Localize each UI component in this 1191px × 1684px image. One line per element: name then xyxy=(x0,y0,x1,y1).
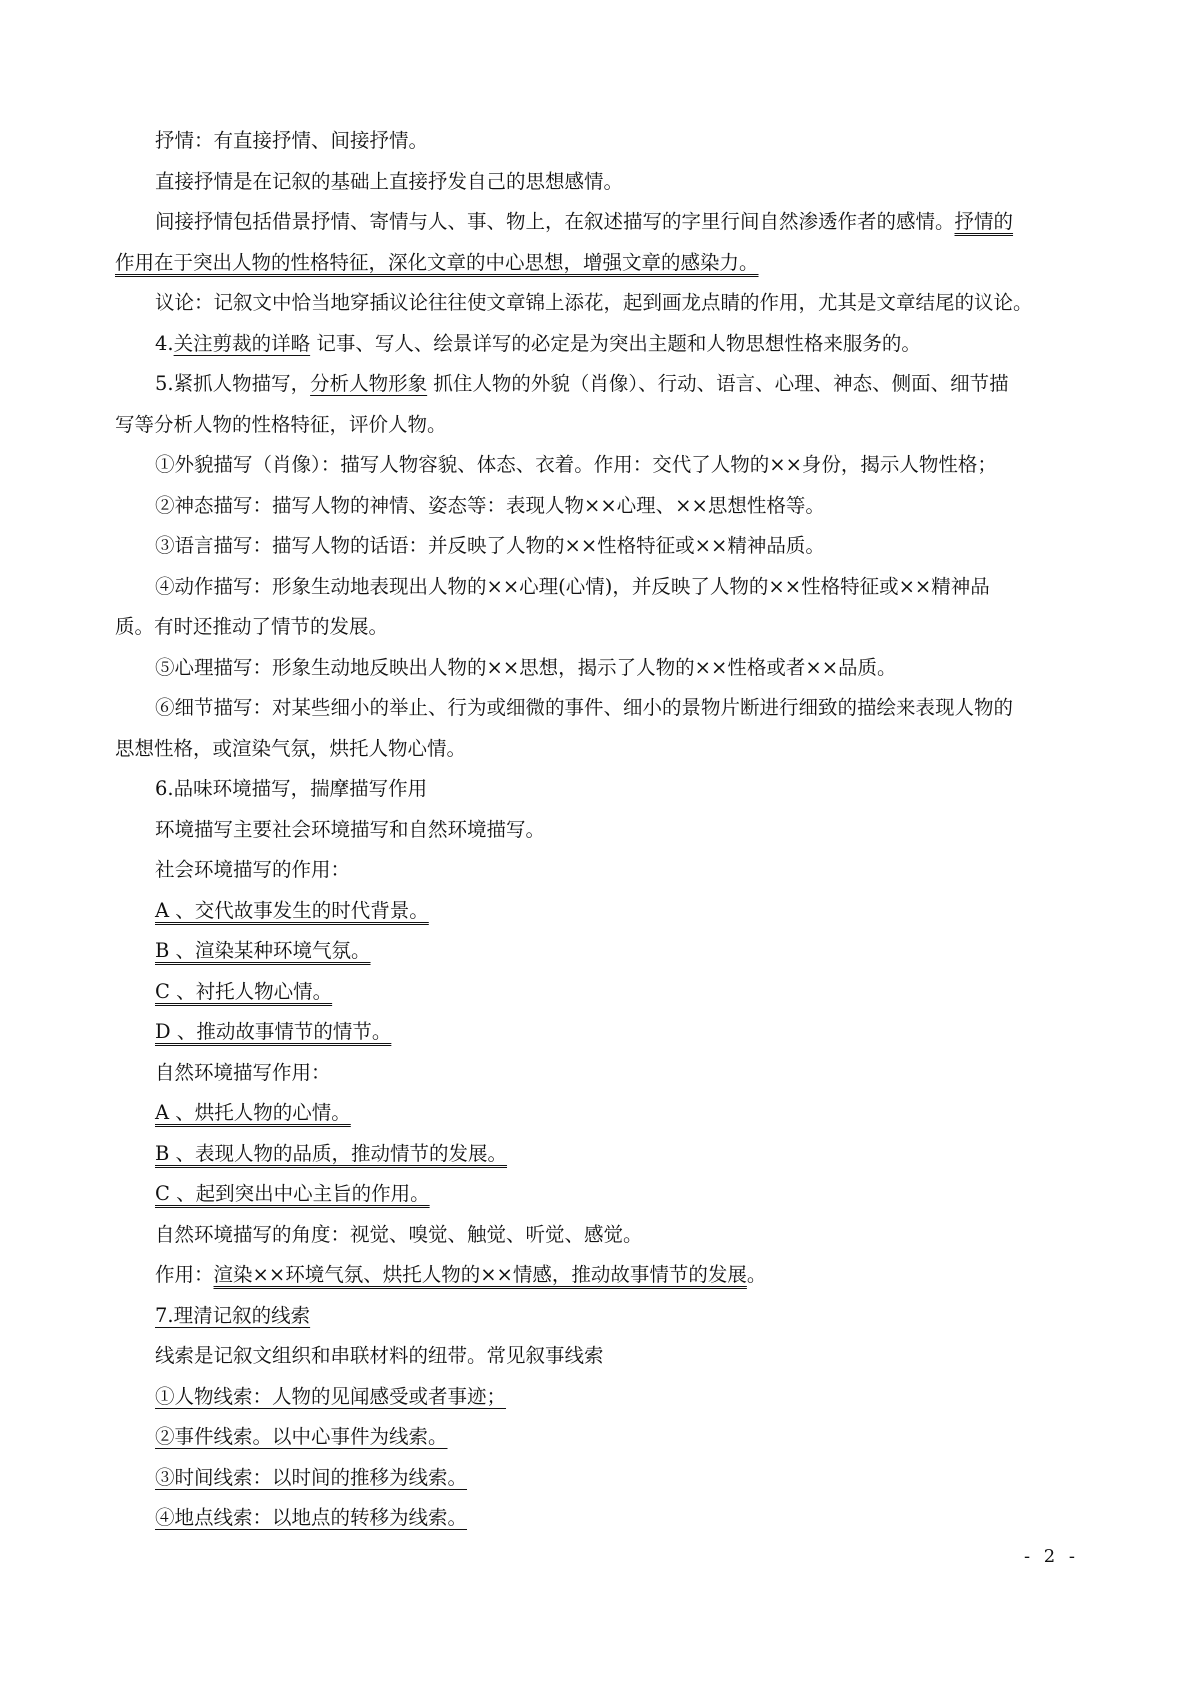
section-heading: 6.品味环境描写，揣摩描写作用 xyxy=(155,777,428,800)
underlined-text: ③时间线索：以时间的推移为线索。 xyxy=(155,1465,468,1489)
list-item xyxy=(115,1377,1077,1418)
list-item: ③语言描写：描写人物的话语：并反映了人物的××性格特征或××精神品质。 xyxy=(155,534,825,557)
underlined-text: ①人物线索：人物的见闻感受或者事迹； xyxy=(155,1384,507,1408)
underlined-text: 关注剪裁的详略 xyxy=(173,331,311,355)
underlined-text: C 、起到突出中心主旨的作用。 xyxy=(155,1182,430,1205)
list-item-continued: 质。有时还推动了情节的发展。 xyxy=(115,615,389,638)
underlined-text: 分析人物形象 xyxy=(310,372,428,395)
list-item xyxy=(115,891,1077,932)
underlined-text: ②事件线索。以中心事件为线索。 xyxy=(155,1425,448,1448)
list-item xyxy=(115,1134,1077,1175)
paragraph: 抒情：有直接抒情、间接抒情。 xyxy=(155,129,429,152)
underlined-text: 抒情的 xyxy=(954,210,1014,233)
section-heading xyxy=(115,1296,1077,1337)
paragraph: 环境描写主要社会环境描写和自然环境描写。 xyxy=(155,817,546,841)
text: 抓住人物的外貌（肖像）、行动、语言、心理、神态、侧面、细节描 xyxy=(427,372,1009,395)
paragraph: 线索是记叙文组织和串联材料的纽带。常见叙事线索 xyxy=(155,1344,604,1367)
underlined-text: B 、渲染某种环境气氛。 xyxy=(155,939,371,962)
underlined-text: D 、推动故事情节的情节。 xyxy=(155,1020,392,1043)
underlined-text: B 、表现人物的品质，推动情节的发展。 xyxy=(155,1141,508,1165)
list-item xyxy=(115,1498,1077,1539)
paragraph: 议论：记叙文中恰当地穿插议论往往使文章锦上添花，起到画龙点睛的作用，尤其是文章结尾的议论。 xyxy=(155,291,1033,314)
text: 记事、写人、绘景详写的必定是为突出主题和人物思想性格来服务的。 xyxy=(310,331,921,355)
underlined-text: A 、烘托人物的心情。 xyxy=(155,1101,351,1124)
section-heading xyxy=(115,324,1077,365)
list-item-continued: 思想性格，或渲染气氛，烘托人物心情。 xyxy=(115,736,467,760)
underlined-text: C 、衬托人物心情。 xyxy=(155,979,333,1003)
underlined-text: A 、交代故事发生的时代背景。 xyxy=(155,898,429,922)
page-number: - 2 - xyxy=(1023,1546,1079,1567)
underlined-text: 作用在于突出人物的性格特征，深化文章的中心思想，增强文章的感染力。 xyxy=(115,250,759,274)
list-item xyxy=(115,931,1077,972)
paragraph: 自然环境描写的角度：视觉、嗅觉、触觉、听觉、感觉。 xyxy=(155,1222,643,1246)
underlined-text: ④地点线索：以地点的转移为线索。 xyxy=(155,1506,468,1529)
paragraph xyxy=(115,1255,1077,1296)
list-item xyxy=(115,1174,1077,1215)
underlined-text: 渲染××环境气氛、烘托人物的××情感，推动故事情节的发展 xyxy=(213,1263,747,1286)
list-item: ④动作描写：形象生动地表现出人物的××心理(心情)，并反映了人物的××性格特征或××精神品 xyxy=(155,574,990,598)
text: 间接抒情包括借景抒情、寄情与人、事、物上，在叙述描写的字里行间自然渗透作者的感情。 xyxy=(155,210,955,233)
list-item xyxy=(115,1417,1077,1458)
paragraph: 写等分析人物的性格特征，评价人物。 xyxy=(115,412,447,436)
text: 。 xyxy=(746,1263,767,1286)
list-item xyxy=(115,1458,1077,1499)
list-item: ①外貌描写（肖像）：描写人物容貌、体态、衣着。作用：交代了人物的××身份，揭示人物性格； xyxy=(155,453,997,476)
paragraph xyxy=(115,243,1077,284)
document-body xyxy=(115,121,1077,1539)
list-item: ⑥细节描写：对某些细小的举止、行为或细微的事件、细小的景物片断进行细致的描绘来表现人物的 xyxy=(155,696,1014,719)
paragraph xyxy=(115,202,1077,243)
subheading: 社会环境描写的作用： xyxy=(155,858,351,881)
list-item xyxy=(115,972,1077,1013)
list-item xyxy=(115,1012,1077,1053)
text: 4. xyxy=(155,331,174,355)
underlined-text: 7.理清记叙的线索 xyxy=(155,1303,311,1327)
text: 5.紧抓人物描写， xyxy=(155,372,311,395)
text: 作用： xyxy=(155,1263,214,1286)
list-item xyxy=(115,1093,1077,1134)
paragraph: 直接抒情是在记叙的基础上直接抒发自己的思想感情。 xyxy=(155,169,624,193)
subheading: 自然环境描写作用： xyxy=(155,1060,331,1084)
list-item: ⑤心理描写：形象生动地反映出人物的××思想，揭示了人物的××性格或者××品质。 xyxy=(155,655,897,679)
section-heading xyxy=(115,364,1077,405)
list-item: ②神态描写：描写人物的神情、姿态等：表现人物××心理、××思想性格等。 xyxy=(155,493,825,517)
